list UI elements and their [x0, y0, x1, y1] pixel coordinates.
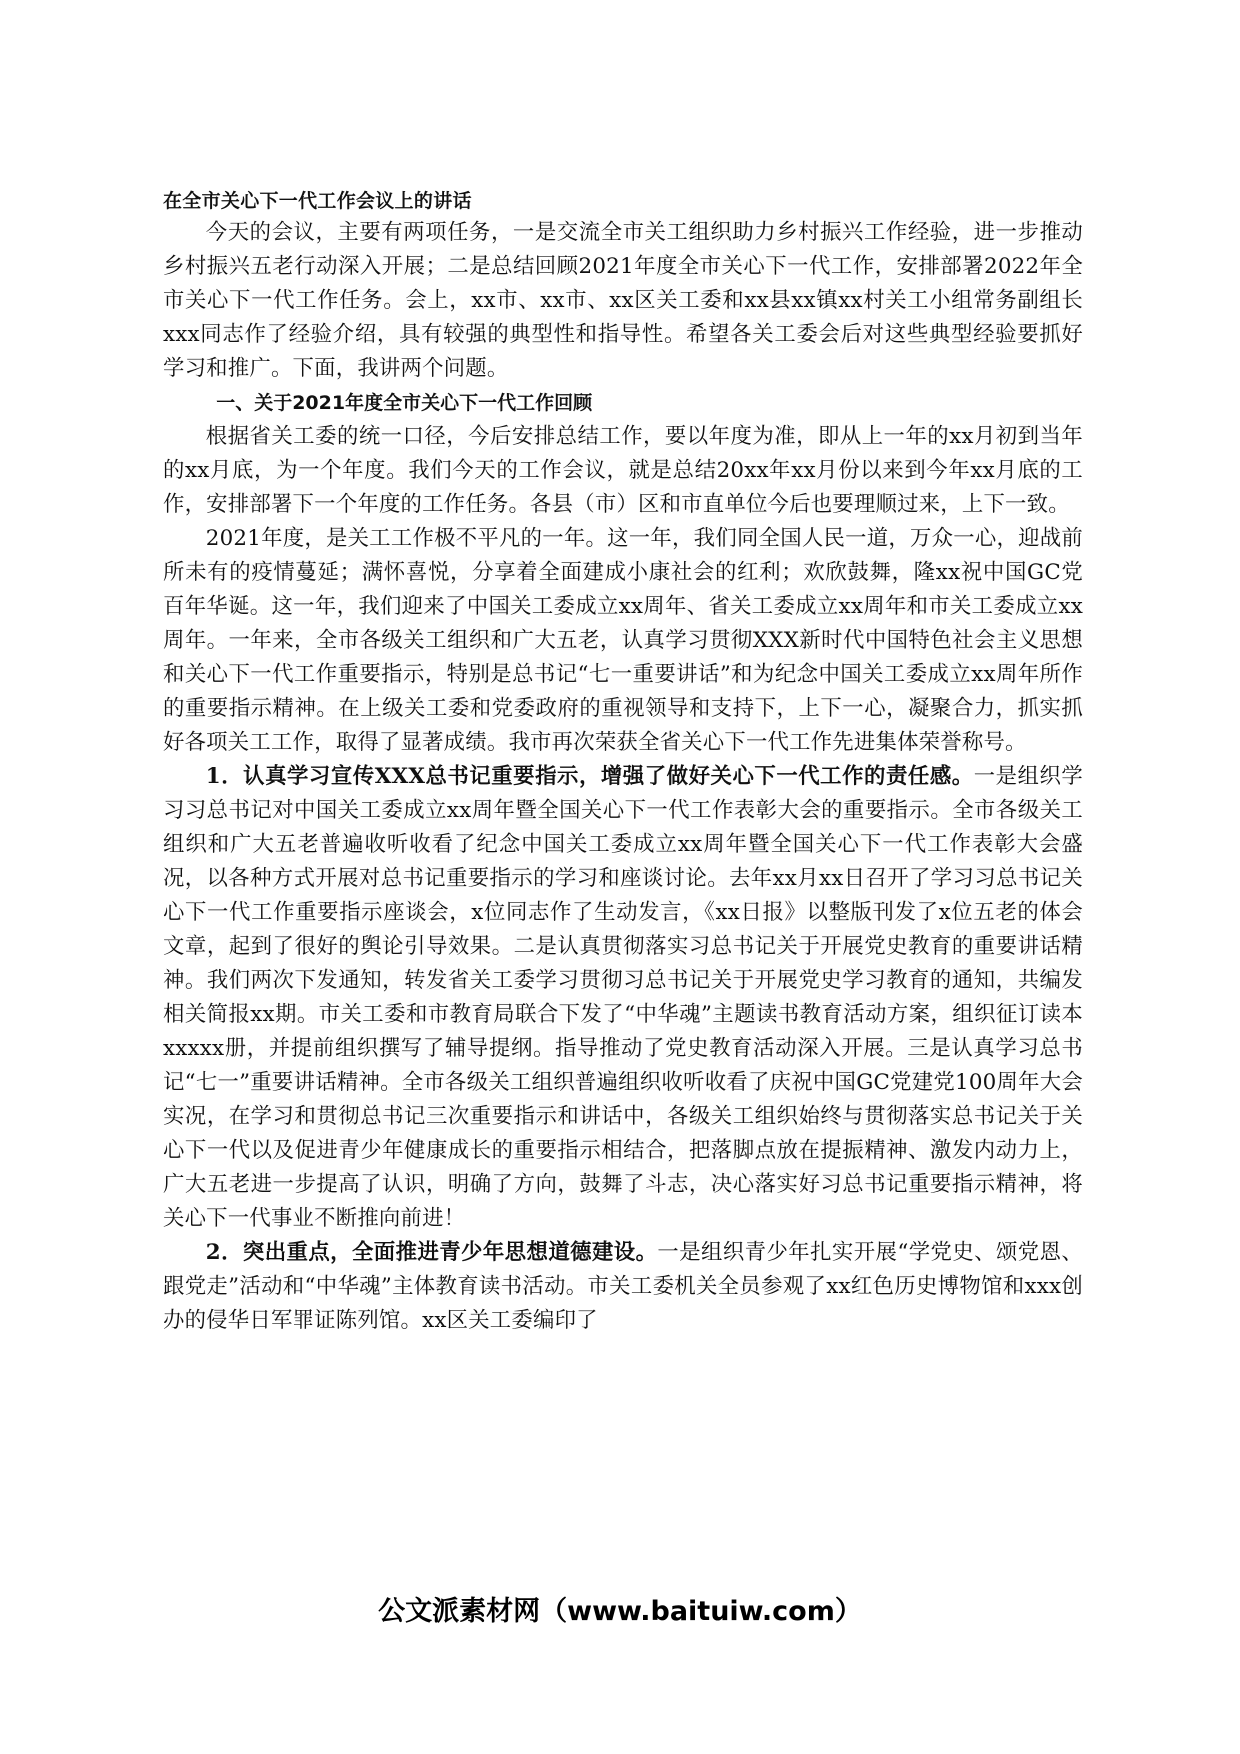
item-1-lead: 1．认真学习宣传XXX总书记重要指示，增强了做好关心下一代工作的责任感。 — [205, 764, 974, 789]
intro-paragraph: 今天的会议，主要有两项任务，一是交流全市关工组织助力乡村振兴工作经验，进一步推动乡村振兴五老行动深入开展；二是总结回顾2021年度全市关心下一代工作，安排部署2022年全市关心下一代工作任务。会上，xx市、xx市、xx区关工委和xx县xx镇xx村关工小组常务副组长xxx同志作了经验介绍，具有较强的典型性和指导性。希望各关工委会后对这些典型经验要抓好学习和推广。下面，我讲两个问题。 — [163, 220, 1083, 381]
document-body — [163, 186, 1083, 1338]
section-heading-1: 一、关于2021年度全市关心下一代工作回顾 — [216, 392, 593, 414]
yearly-scope-paragraph: 根据省关工委的统一口径，今后安排总结工作，要以年度为准，即从上一年的xx月初到当年的xx月底，为一个年度。我们今天的工作会议，就是总结20xx年xx月份以来到今年xx月底的工作，安排部署下一个年度的工作任务。各县（市）区和市直单位今后也要理顺过来，上下一致。 — [163, 424, 1083, 517]
document-title: 在全市关心下一代工作会议上的讲话 — [163, 190, 472, 212]
item-2-paragraph — [163, 1236, 1083, 1338]
year-2021-paragraph: 2021年度，是关工工作极不平凡的一年。这一年，我们同全国人民一道，万众一心，迎战前所未有的疫情蔓延；满怀喜悦，分享着全面建成小康社会的红利；欢欣鼓舞，隆xx祝中国GC党百年华诞。这一年，我们迎来了中国关工委成立xx周年、省关工委成立xx周年和市关工委成立xx周年。一年来，全市各级关工组织和广大五老，认真学习贯彻XXX新时代中国特色社会主义思想和关心下一代工作重要指示，特别是总书记“七一重要讲话”和为纪念中国关工委成立xx周年所作的重要指示精神。在上级关工委和党委政府的重视领导和支持下，上下一心，凝聚合力，抓实抓好各项关工工作，取得了显著成绩。我市再次荣获全省关心下一代工作先进集体荣誉称号。 — [163, 526, 1083, 755]
footer-watermark: 公文派素材网（www.baituiw.com） — [378, 1596, 862, 1627]
item-1-body: 一是组织学习习总书记对中国关工委成立xx周年暨全国关心下一代工作表彰大会的重要指示。全市各级关工组织和广大五老普遍收听收看了纪念中国关工委成立xx周年暨全国关心下一代工作表彰大会盛况，以各种方式开展对总书记重要指示的学习和座谈讨论。去年xx月xx日召开了学习习总书记关心下一代工作重要指示座谈会，x位同志作了生动发言，《xx日报》以整版刊发了x位五老的体会文章，起到了很好的舆论引导效果。二是认真贯彻落实习总书记关于开展党史教育的重要讲话精神。我们两次下发通知，转发省关工委学习贯彻习总书记关于开展党史学习教育的通知，共编发相关简报xx期。市关工委和市教育局联合下发了“中华魂”主题读书教育活动方案，组织征订读本xxxxx册，并提前组织撰写了辅导提纲。指导推动了党史教育活动深入开展。三是认真学习总书记“七一”重要讲话精神。全市各级关工组织普遍组织收听收看了庆祝中国GC党建党100周年大会实况，在学习和贯彻总书记三次重要指示和讲话中，各级关工组织始终与贯彻落实总书记关于关心下一代以及促进青少年健康成长的重要指示相结合，把落脚点放在提振精神、激发内动力上，广大五老进一步提高了认识，明确了方向，鼓舞了斗志，决心落实好习总书记重要指示精神，将关心下一代事业不断推向前进！ — [163, 764, 1083, 1231]
item-2-body: 一是组织青少年扎实开展“学党史、颂党恩、跟党走”活动和“中华魂”主体教育读书活动。市关工委机关全员参观了xx红色历史博物馆和xxx创办的侵华日军罪证陈列馆。xx区关工委编印了 — [163, 1240, 1083, 1333]
item-1-paragraph — [163, 760, 1083, 1236]
item-2-lead: 2．突出重点，全面推进青少年思想道德建设。 — [205, 1240, 658, 1265]
